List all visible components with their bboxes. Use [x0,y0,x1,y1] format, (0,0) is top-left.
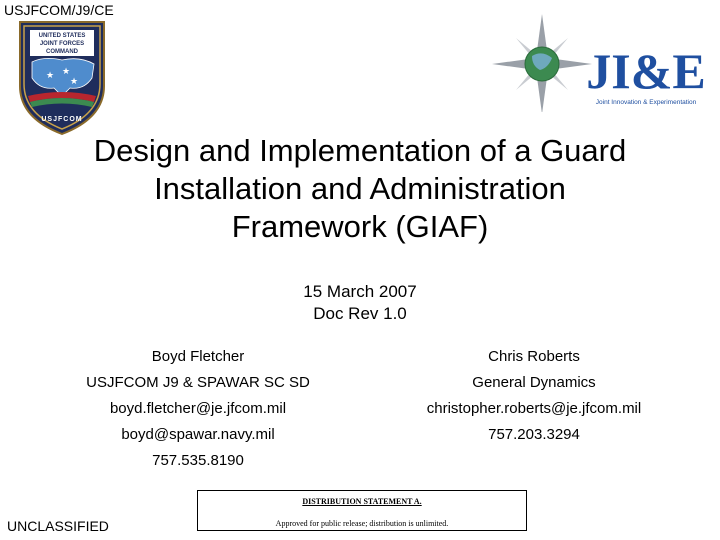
logo-wordmark: JI&E [586,43,706,99]
seal-line-3: COMMAND [46,49,78,55]
title-line-3: Framework (GIAF) [231,209,489,244]
je-compass-star-logo [488,12,714,112]
title-line-1: Design and Implementation of a Guard [93,133,627,168]
date-block [0,281,720,325]
classification-marking: UNCLASSIFIED [7,518,109,534]
distribution-text: Approved for public release; distribution is unlimited. [275,519,449,528]
author-email-link[interactable]: boyd.fletcher@je.jfcom.mil [109,400,287,417]
document-date: 15 March 2007 [303,282,417,301]
seal-line-2: JOINT FORCES [39,41,85,47]
usjfcom-seal-icon [14,18,110,136]
distribution-statement-box [197,490,527,531]
author-org: General Dynamics [472,374,596,391]
author-phone: 757.535.8190 [152,452,244,469]
svg-text:★: ★ [69,76,79,86]
document-revision: Doc Rev 1.0 [313,304,407,323]
document-title [0,132,720,246]
author-block-right [374,344,694,448]
author-email-link[interactable]: boyd@spawar.navy.mil [121,426,275,443]
author-block-left [38,344,358,474]
logo-tagline: Joint Innovation & Experimentation [595,99,697,106]
svg-text:★: ★ [61,66,71,76]
author-email-link[interactable]: christopher.roberts@je.jfcom.mil [426,400,642,417]
corner-label: USJFCOM/J9/CE [4,2,114,18]
author-name: Chris Roberts [488,348,580,365]
distribution-heading: DISTRIBUTION STATEMENT A. [302,497,422,506]
seal-bottom-text: USJFCOM [41,116,83,123]
svg-text:★: ★ [45,70,55,80]
title-line-2: Installation and Administration [154,171,566,206]
author-phone: 757.203.3294 [488,426,580,443]
author-org: USJFCOM J9 & SPAWAR SC SD [86,374,310,391]
seal-line-1: UNITED STATES [38,33,86,39]
author-name: Boyd Fletcher [151,348,245,365]
